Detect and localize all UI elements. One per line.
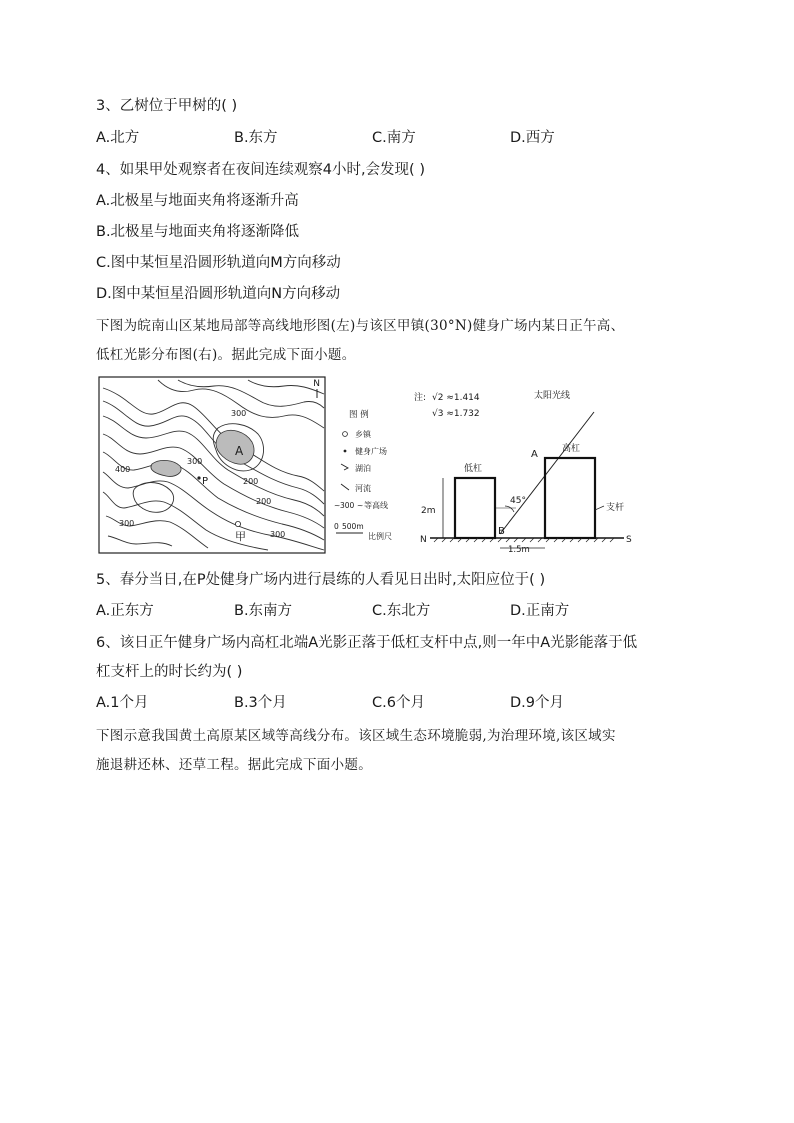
distance-label: 1.5m	[508, 545, 530, 554]
map-town-jia: 甲	[235, 530, 246, 543]
town-marker	[235, 521, 240, 526]
q6-option-b: B.3个月	[234, 695, 287, 711]
low-bar-label: 低杠	[464, 464, 483, 474]
map-point-p: P	[202, 476, 209, 487]
q3-option-a: A.北方	[96, 130, 140, 146]
ground-south: S	[626, 535, 632, 545]
q5-option-d: D.正南方	[510, 603, 570, 619]
q4-stem: 4、如果甲处观察者在夜间连续观察4小时,会发现( )	[96, 162, 425, 178]
q3-option-b: B.东方	[234, 130, 278, 146]
high-bar-label: 高杠	[562, 444, 581, 454]
legend-contour-label: 等高线	[364, 501, 388, 510]
map-north-label: N	[313, 379, 320, 389]
contour-label-5: 200	[256, 497, 272, 506]
bar-shadow-figure	[412, 382, 644, 554]
lake-west	[151, 460, 181, 476]
q3-stem: 3、乙树位于甲树的( )	[96, 98, 238, 114]
q4-option-c: C.图中某恒星沿圆形轨道向M方向移动	[96, 255, 341, 271]
note-prefix: 注:	[414, 393, 427, 403]
ground-north: N	[420, 535, 427, 545]
q6-stem-line2: 杠支杆上的时长约为( )	[96, 664, 243, 680]
support-label: 支杆	[606, 503, 625, 513]
angle-arc	[505, 506, 514, 512]
map-point-a: A	[235, 444, 244, 458]
sunlight-label: 太阳光线	[534, 391, 571, 401]
scale-label: 比例尺	[368, 532, 392, 541]
contour-label-6: 300	[119, 519, 135, 528]
low-bar	[455, 478, 495, 538]
scale-value: 500m	[342, 522, 364, 531]
legend-river-label: 河流	[355, 484, 371, 493]
scale-zero: 0	[334, 522, 339, 531]
contour-label-1: 300	[231, 409, 247, 418]
contour-label-7: 300	[270, 530, 286, 539]
legend-contour-value: 300	[340, 501, 355, 510]
q3-option-c: C.南方	[372, 130, 416, 146]
legend-lake-label: 湖泊	[355, 464, 371, 473]
height-label: 2m	[421, 506, 436, 516]
q4-option-b: B.北极星与地面夹角将逐渐降低	[96, 224, 300, 240]
q5-stem: 5、春分当日,在P处健身广场内进行晨练的人看见日出时,太阳应位于( )	[96, 572, 546, 588]
intro2-line2: 施退耕还林、还草工程。据此完成下面小题。	[96, 757, 372, 773]
contour-label-2: 300	[187, 457, 203, 466]
q4-option-d: D.图中某恒星沿圆形轨道向N方向移动	[96, 286, 341, 302]
legend-title: 图 例	[349, 410, 369, 420]
contour-lines	[103, 380, 324, 550]
angle-label: 45°	[510, 496, 526, 506]
q6-option-c: C.6个月	[372, 695, 425, 711]
q6-option-a: A.1个月	[96, 695, 149, 711]
q5-option-a: A.正东方	[96, 603, 154, 619]
contour-label-3: 200	[243, 477, 259, 486]
fitness-square-marker	[197, 476, 200, 479]
legend-square-label: 健身广场	[355, 447, 387, 456]
legend-town-label: 乡镇	[355, 430, 371, 439]
legend-contour-sep: ~	[357, 501, 364, 510]
intro2-line1: 下图示意我国黄土高原某区域等高线分布。该区域生态环境脆弱,为治理环境,该区域实	[96, 728, 616, 744]
legend-square-symbol	[344, 450, 347, 453]
q6-stem-line1: 6、该日正午健身广场内高杠北端A光影正落于低杠支杆中点,则一年中A光影能落于低	[96, 635, 638, 651]
note-sqrt2: √2 ≈1.414	[432, 393, 480, 403]
contour-label-4: 400	[115, 465, 131, 474]
q3-option-d: D.西方	[510, 130, 555, 146]
q5-option-b: B.东南方	[234, 603, 293, 619]
bar-point-b: B	[498, 526, 505, 537]
bar-point-a: A	[531, 449, 538, 460]
q6-option-d: D.9个月	[510, 695, 564, 711]
intro1-line1: 下图为皖南山区某地局部等高线地形图(左)与该区甲镇(30°N)健身广场内某日正午高、	[96, 318, 625, 334]
legend-lake-symbol	[341, 464, 348, 470]
high-bar	[545, 458, 595, 538]
support-leader	[595, 506, 604, 510]
contour-map-figure	[98, 376, 408, 556]
legend-river-symbol	[341, 484, 349, 490]
intro1-line2: 低杠光影分布图(右)。据此完成下面小题。	[96, 347, 356, 363]
sunlight-ray	[500, 412, 594, 534]
q4-option-a: A.北极星与地面夹角将逐渐升高	[96, 193, 299, 209]
note-sqrt3: √3 ≈1.732	[432, 409, 480, 419]
q5-option-c: C.东北方	[372, 603, 431, 619]
legend-town-symbol	[343, 432, 348, 437]
legend-contour-prefix: ~	[334, 501, 341, 510]
